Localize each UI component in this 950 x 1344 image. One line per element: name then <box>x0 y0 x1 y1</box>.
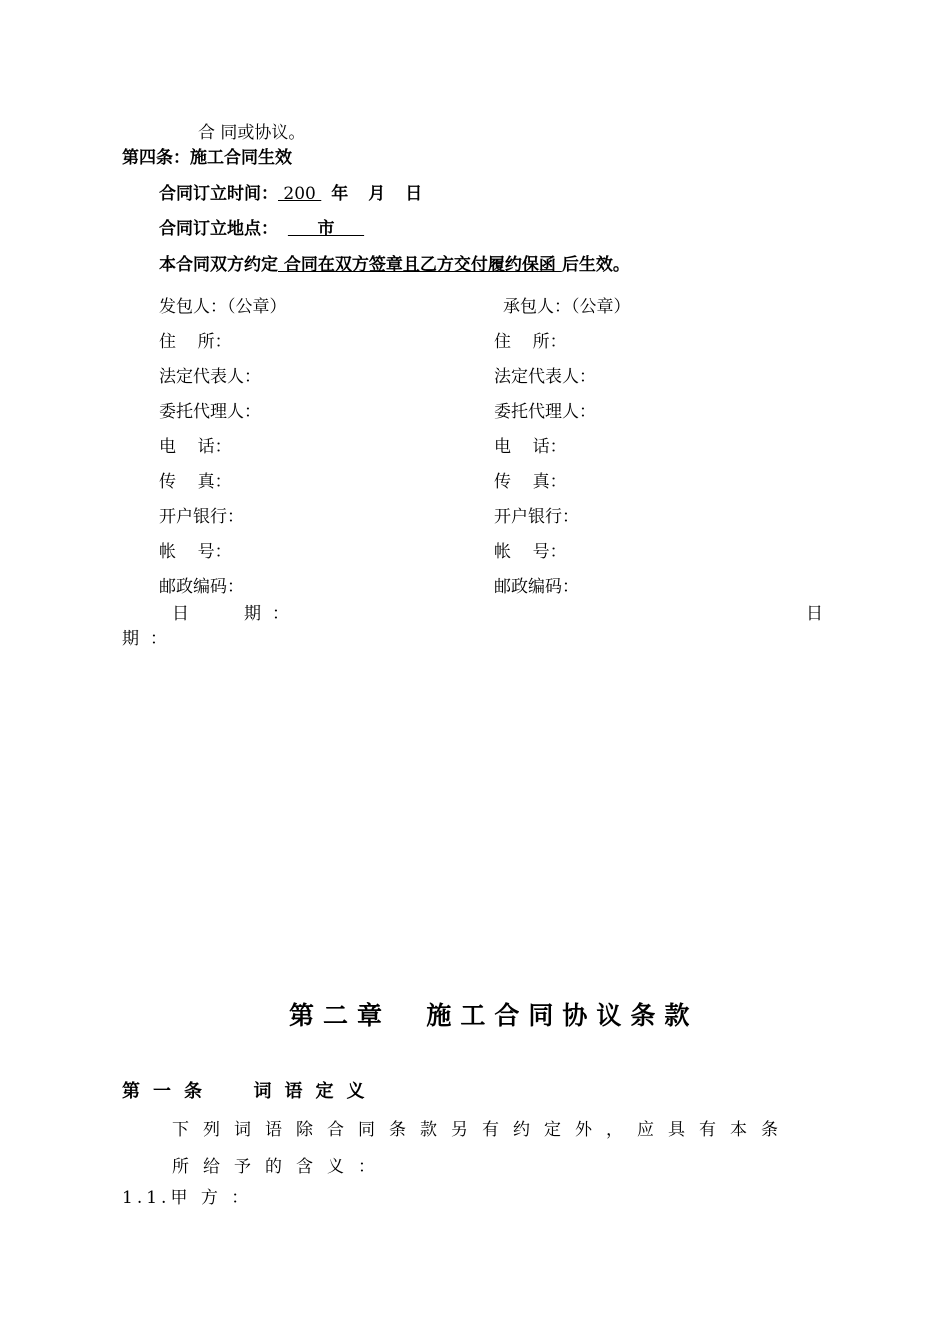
party-a-agent: 委托代理人： <box>159 402 261 422</box>
contract-time-label: 合同订立时间： <box>159 184 278 204</box>
party-b-bank: 开户银行： <box>494 507 579 527</box>
party-b-postcode: 邮政编码： <box>494 577 579 597</box>
date-left-char2: 期 <box>244 604 261 624</box>
effect-prefix: 本合同双方约定 <box>159 255 278 275</box>
party-b-phone: 电 话： <box>494 437 567 457</box>
top-fragment: 合 同或协议。 <box>198 123 306 143</box>
definitions-intro-line2: 所给予的含义： <box>172 1157 389 1177</box>
date-right-char1: 日 <box>806 604 823 624</box>
contract-effect-line <box>159 254 630 276</box>
date-left-char1: 日 <box>172 604 189 624</box>
party-a-bank: 开户银行： <box>159 507 244 527</box>
item-1-1: 1.1.甲 方 ： <box>122 1188 253 1208</box>
contract-time-month-unit: 月 <box>368 184 386 204</box>
contract-time-day-unit: 日 <box>405 184 423 204</box>
date-left-colon: ： <box>272 604 289 624</box>
party-a-address: 住 所： <box>159 332 232 352</box>
party-b-legal-rep: 法定代表人： <box>494 367 596 387</box>
definitions-intro-line1: 下列词语除合同条款另有约定外，应具有本条 <box>172 1120 792 1140</box>
party-b-account: 帐 号： <box>494 542 567 562</box>
party-a-phone: 电 话： <box>159 437 232 457</box>
party-a-postcode: 邮政编码： <box>159 577 244 597</box>
article4-heading: 第四条：施工合同生效 <box>122 148 292 168</box>
contract-place-city: 市 <box>287 219 365 239</box>
party-b-agent: 委托代理人： <box>494 402 596 422</box>
contract-time-year: 200 <box>278 184 322 204</box>
contract-place-line <box>159 218 374 240</box>
date-right-colon: ： <box>150 629 167 649</box>
party-b-title: 承包人：（公章） <box>503 297 631 317</box>
party-a-account: 帐 号： <box>159 542 232 562</box>
party-b-address: 住 所： <box>494 332 567 352</box>
chapter2-title: 第二章 施工合同协议条款 <box>289 1001 699 1030</box>
party-b-fax: 传 真： <box>494 472 567 492</box>
article1-heading: 第一条 词语定义 <box>122 1081 378 1102</box>
party-a-fax: 传 真： <box>159 472 232 492</box>
effect-suffix: 后生效。 <box>561 255 630 275</box>
contract-place-label: 合同订立地点： <box>159 219 278 239</box>
contract-time-year-unit: 年 <box>331 184 349 204</box>
date-right-char2: 期 <box>122 629 139 649</box>
party-a-legal-rep: 法定代表人： <box>159 367 261 387</box>
contract-place-value <box>278 218 374 240</box>
party-a-title: 发包人：（公章） <box>159 297 287 317</box>
effect-condition: 合同在双方签章且乙方交付履约保函 <box>278 255 562 275</box>
contract-time-line <box>159 183 422 205</box>
